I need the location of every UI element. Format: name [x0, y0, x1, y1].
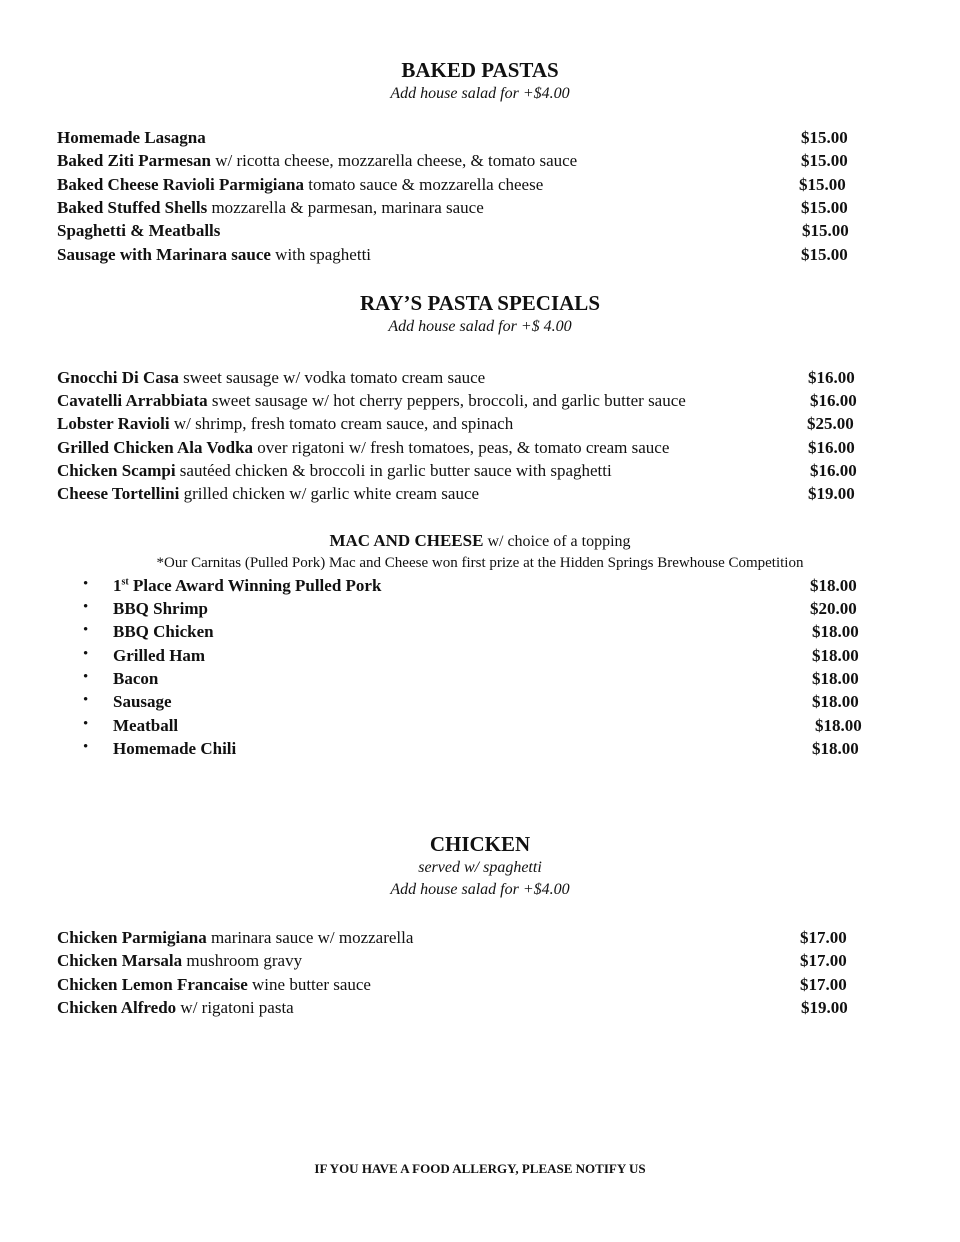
menu-item [57, 951, 857, 973]
menu-item [57, 484, 857, 506]
menu-item [57, 221, 857, 243]
menu-item [57, 368, 857, 390]
item-ordinal-suffix: st [121, 576, 129, 588]
item-price: $20.00 [810, 599, 857, 618]
item-desc: sweet sausage w/ vodka tomato cream sauce [178, 368, 486, 387]
item-price: $15.00 [801, 198, 848, 217]
item-price: $18.00 [812, 739, 859, 758]
bullet-icon: • [83, 692, 89, 708]
item-name: Grilled Chicken Ala Vodka [57, 438, 254, 457]
mac-heading [0, 531, 960, 551]
item-desc: over rigatoni w/ fresh tomatoes, peas, & tomato cream sauce [253, 438, 670, 457]
bullet-icon: • [83, 739, 89, 755]
item-name: Lobster Ravioli [57, 414, 170, 433]
item-price: $18.00 [812, 622, 859, 641]
mac-item [83, 622, 883, 644]
item-desc: w/ rigatoni pasta [176, 998, 294, 1017]
item-desc: sweet sausage w/ hot cherry peppers, broccoli, and garlic butter sauce [207, 391, 686, 410]
menu-item [57, 414, 857, 436]
item-price: $18.00 [812, 692, 859, 711]
item-desc: tomato sauce & mozzarella cheese [303, 175, 544, 194]
item-price: $19.00 [801, 998, 848, 1017]
item-price: $18.00 [810, 576, 857, 595]
bullet-icon: • [83, 646, 89, 662]
item-name: Chicken Scampi [57, 461, 176, 480]
item-name: Baked Cheese Ravioli Parmigiana [57, 175, 304, 194]
item-desc: w/ shrimp, fresh tomato cream sauce, and spinach [169, 414, 514, 433]
item-name: Chicken Lemon Francaise [57, 975, 248, 994]
item-price: $15.00 [801, 151, 848, 170]
chicken-heading: CHICKEN [429, 832, 531, 856]
bullet-icon: • [83, 716, 89, 732]
bullet-icon: • [83, 622, 89, 638]
chicken-subtitle-2: Add house salad for +$4.00 [390, 881, 570, 898]
item-price: $25.00 [807, 414, 854, 433]
menu-item [57, 245, 857, 267]
item-name: Sausage [113, 692, 172, 711]
item-name: Homemade Chili [113, 739, 237, 758]
item-price: $16.00 [808, 368, 855, 387]
item-ordinal: 1 [113, 576, 122, 595]
menu-item [57, 151, 857, 173]
menu-item [57, 175, 857, 197]
item-name: Baked Ziti Parmesan [57, 151, 211, 170]
item-desc: marinara sauce w/ mozzarella [206, 928, 414, 947]
item-price: $15.00 [801, 128, 848, 147]
chicken-subtitle-1: served w/ spaghetti [418, 859, 542, 876]
specials-heading: RAY’S PASTA SPECIALS [359, 291, 600, 315]
item-price: $19.00 [808, 484, 855, 503]
bullet-icon: • [83, 599, 89, 615]
item-price: $18.00 [812, 646, 859, 665]
item-name: Chicken Marsala [57, 951, 183, 970]
item-desc: mushroom gravy [182, 951, 303, 970]
mac-item [83, 599, 883, 621]
item-name: Chicken Parmigiana [57, 928, 207, 947]
baked-pastas-subtitle: Add house salad for +$4.00 [390, 85, 570, 102]
item-name: Bacon [113, 669, 159, 688]
mac-item [83, 739, 883, 761]
item-name: Cavatelli Arrabbiata [57, 391, 208, 410]
bullet-icon: • [83, 576, 89, 592]
menu-item [57, 198, 857, 220]
item-price: $17.00 [800, 975, 847, 994]
item-price: $17.00 [800, 951, 847, 970]
item-name-rest: Place Award Winning Pulled Pork [128, 576, 382, 595]
mac-item [83, 576, 883, 598]
item-price: $17.00 [800, 928, 847, 947]
item-price: $15.00 [801, 245, 848, 264]
menu-item [57, 438, 857, 460]
mac-item [83, 646, 883, 668]
item-desc: wine butter sauce [247, 975, 371, 994]
item-name: Spaghetti & Meatballs [57, 221, 221, 240]
item-name: Homemade Lasagna [57, 128, 206, 147]
menu-item [57, 975, 857, 997]
item-price: $15.00 [802, 221, 849, 240]
item-name: Cheese Tortellini [57, 484, 180, 503]
menu-item [57, 391, 857, 413]
item-price: $16.00 [810, 461, 857, 480]
item-desc: grilled chicken w/ garlic white cream sauce [179, 484, 480, 503]
item-price: $18.00 [815, 716, 862, 735]
menu-item [57, 128, 857, 150]
item-desc: with spaghetti [270, 245, 372, 264]
item-price: $15.00 [799, 175, 846, 194]
item-name [113, 576, 381, 596]
menu-item [57, 461, 857, 483]
item-price: $16.00 [808, 438, 855, 457]
mac-title: MAC AND CHEESE [329, 531, 484, 550]
item-desc: sautéed chicken & broccoli in garlic butter sauce with spaghetti [175, 461, 612, 480]
baked-pastas-heading: BAKED PASTAS [401, 58, 559, 82]
item-name: Chicken Alfredo [57, 998, 177, 1017]
mac-title-suffix: w/ choice of a topping [483, 533, 631, 550]
item-name: BBQ Shrimp [113, 599, 208, 618]
item-name: Meatball [113, 716, 179, 735]
item-name: Sausage with Marinara sauce [57, 245, 271, 264]
item-name: Gnocchi Di Casa [57, 368, 179, 387]
specials-subtitle: Add house salad for +$ 4.00 [388, 318, 572, 335]
item-price: $16.00 [810, 391, 857, 410]
mac-item [83, 716, 883, 738]
item-name: Grilled Ham [113, 646, 206, 665]
mac-note: *Our Carnitas (Pulled Pork) Mac and Cheese won first prize at the Hidden Springs Brewhouse Competition [156, 555, 804, 571]
item-desc: w/ ricotta cheese, mozzarella cheese, & tomato sauce [210, 151, 578, 170]
allergy-notice: IF YOU HAVE A FOOD ALLERGY, PLEASE NOTIFY US [314, 1161, 646, 1176]
mac-item [83, 692, 883, 714]
item-name: BBQ Chicken [113, 622, 214, 641]
menu-item [57, 928, 857, 950]
menu-item [57, 998, 857, 1020]
bullet-icon: • [83, 669, 89, 685]
item-name: Baked Stuffed Shells [57, 198, 208, 217]
item-price: $18.00 [812, 669, 859, 688]
item-desc: mozzarella & parmesan, marinara sauce [207, 198, 484, 217]
mac-item [83, 669, 883, 691]
